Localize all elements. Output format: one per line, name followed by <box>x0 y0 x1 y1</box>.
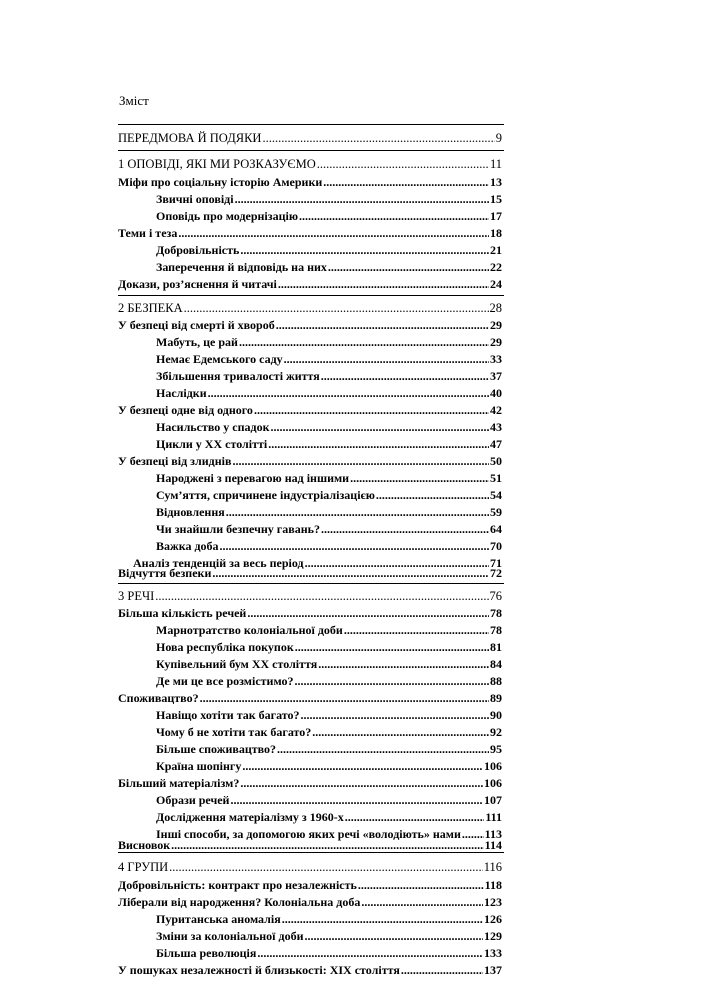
toc-entry-title: Нова республіка покупок <box>156 640 294 654</box>
toc-entry-page: 76 <box>489 589 502 603</box>
toc-section[interactable] <box>118 226 502 240</box>
toc-entry-page: 90 <box>490 708 502 722</box>
toc-entry-title: 4 ГРУПИ <box>118 860 169 874</box>
toc-entry-title: Купівельний бум ХХ століття <box>156 657 318 671</box>
toc-entry-page: 9 <box>495 131 502 145</box>
leader-dots <box>323 175 489 189</box>
toc-entry-page: 78 <box>490 623 502 637</box>
toc-subsection[interactable] <box>156 946 502 960</box>
toc-section[interactable] <box>118 895 502 909</box>
leader-dots <box>155 589 488 603</box>
toc-entry-title: Мабуть, це рай <box>156 335 238 349</box>
toc-subsection[interactable] <box>156 640 502 654</box>
leader-dots <box>169 860 483 874</box>
toc-entry-title: Пуританська аномалія <box>156 912 281 926</box>
toc-entry-title: Марнотратство колоніальної доби <box>156 623 343 637</box>
toc-subsection[interactable] <box>156 260 502 274</box>
toc-entry-page: 116 <box>483 860 502 874</box>
leader-dots <box>200 691 489 705</box>
leader-dots <box>294 674 489 688</box>
leader-dots <box>305 929 484 943</box>
leader-dots <box>278 277 489 291</box>
leader-dots <box>208 386 489 400</box>
toc-entry-title: Добровільність: контракт про незалежність <box>118 878 357 892</box>
toc-subsection[interactable] <box>156 759 502 773</box>
toc-subsection[interactable] <box>156 192 502 206</box>
toc-entry-page: 95 <box>490 742 502 756</box>
toc-entry-title: 2 БЕЗПЕКА <box>118 301 183 315</box>
leader-dots <box>276 318 489 332</box>
toc-entry-title: Зміни за колоніальної доби <box>156 929 304 943</box>
toc-entry-title: Де ми це все розмістимо? <box>156 674 294 688</box>
toc-entry-title: Інші способи, за допомогою яких речі «володіють» нами <box>156 827 461 841</box>
toc-entry-page: 21 <box>490 243 502 257</box>
toc-chapter-1[interactable] <box>118 157 502 171</box>
toc-section[interactable] <box>118 403 502 417</box>
divider <box>118 124 504 125</box>
toc-entry-page: 37 <box>490 369 502 383</box>
toc-subsection[interactable] <box>156 810 502 824</box>
toc-entry-page: 118 <box>484 878 502 892</box>
toc-subsection[interactable] <box>156 369 502 383</box>
toc-entry-title: Наслідки <box>156 386 207 400</box>
toc-chapter-4[interactable] <box>118 860 502 874</box>
toc-entry-page: 126 <box>484 912 502 926</box>
toc-entry-page: 18 <box>490 226 502 240</box>
leader-dots <box>358 878 484 892</box>
toc-section[interactable] <box>118 878 502 892</box>
toc-subsection[interactable] <box>156 420 502 434</box>
toc-entry-page: 114 <box>484 838 502 852</box>
toc-entry-page: 33 <box>490 352 502 366</box>
leader-dots <box>240 776 483 790</box>
leader-dots <box>184 301 489 315</box>
toc-entry-page: 17 <box>490 209 502 223</box>
toc-entry-page: 70 <box>490 539 502 553</box>
leader-dots <box>317 157 489 171</box>
toc-entry-page: 42 <box>490 403 502 417</box>
toc-entry-title: Оповідь про модернізацію <box>156 209 298 223</box>
leader-dots <box>401 963 483 977</box>
toc-subsection[interactable] <box>156 471 502 485</box>
leader-dots <box>230 793 483 807</box>
toc-entry-page: 22 <box>490 260 502 274</box>
toc-entry-page: 129 <box>484 929 502 943</box>
toc-entry-title: Насильство у спадок <box>156 420 270 434</box>
toc-entry-title: Висновок <box>118 838 171 852</box>
divider <box>118 852 504 853</box>
leader-dots <box>328 260 489 274</box>
toc-entry-title: Сум’яття, спричинене індустріалізацією <box>156 488 375 502</box>
toc-entry-page: 107 <box>484 793 502 807</box>
leader-dots <box>235 192 489 206</box>
toc-entry-page: 24 <box>490 277 502 291</box>
toc-entry-page: 133 <box>484 946 502 960</box>
leader-dots <box>376 488 489 502</box>
leader-dots <box>301 708 489 722</box>
toc-entry-page: 113 <box>484 827 502 841</box>
toc-entry-page: 137 <box>484 963 502 977</box>
toc-entry-page: 78 <box>490 606 502 620</box>
toc-entry-title: Народжені з перевагою над іншими <box>156 471 350 485</box>
leader-dots <box>284 352 489 366</box>
divider <box>118 150 504 151</box>
toc-entry-page: 28 <box>489 301 502 315</box>
leader-dots <box>239 335 489 349</box>
toc-entry-page: 15 <box>490 192 502 206</box>
leader-dots <box>257 946 483 960</box>
toc-entry-page: 13 <box>490 175 502 189</box>
toc-entry-title: У безпеці від злиднів <box>118 454 232 468</box>
toc-section[interactable] <box>118 691 502 705</box>
toc-entry-title: Чому б не хотіти так багато? <box>156 725 312 739</box>
toc-subsection[interactable] <box>156 243 502 257</box>
toc-section[interactable] <box>118 277 502 291</box>
toc-entry-title: 1 ОПОВІДІ, ЯКІ МИ РОЗКАЗУЄМО <box>118 157 316 171</box>
toc-subsection[interactable] <box>156 793 502 807</box>
toc-subsection[interactable] <box>156 657 502 671</box>
leader-dots <box>268 437 489 451</box>
toc-chapter-3[interactable] <box>118 589 502 603</box>
toc-subsection[interactable] <box>156 335 502 349</box>
toc-entry-page: 43 <box>490 420 502 434</box>
toc-subsection[interactable] <box>156 437 502 451</box>
toc-entry-title: 3 РЕЧІ <box>118 589 155 603</box>
toc-subsection[interactable] <box>156 929 502 943</box>
page-title: Зміст <box>119 93 149 108</box>
toc-subsection[interactable] <box>156 725 502 739</box>
toc-entry-title: Теми і теза <box>118 226 178 240</box>
leader-dots <box>282 912 483 926</box>
leader-dots <box>271 420 490 434</box>
toc-entry-page: 59 <box>490 505 502 519</box>
toc-entry-title: У безпеці одне від одного <box>118 403 253 417</box>
toc-subsection[interactable] <box>156 386 502 400</box>
toc-entry-page: 54 <box>490 488 502 502</box>
toc-section[interactable] <box>118 318 502 332</box>
leader-dots <box>299 209 489 223</box>
toc-entry-title: Відновлення <box>156 505 225 519</box>
toc-entry-title: Дослідження матеріалізму з 1960-х <box>156 810 344 824</box>
toc-entry-title: Чи знайшли безпечну гавань? <box>156 522 320 536</box>
toc-entry-page: 50 <box>490 454 502 468</box>
leader-dots <box>312 725 489 739</box>
toc-subsection[interactable] <box>156 209 502 223</box>
toc-entry-page: 106 <box>484 759 502 773</box>
toc-entry-page: 81 <box>490 640 502 654</box>
toc-section[interactable] <box>118 776 502 790</box>
toc-entry-title: Образи речей <box>156 793 230 807</box>
toc-entry-title: Навіщо хотіти так багато? <box>156 708 300 722</box>
toc-entry-page: 64 <box>490 522 502 536</box>
toc-section[interactable] <box>118 454 502 468</box>
toc-section[interactable] <box>118 566 502 580</box>
leader-dots <box>262 131 494 145</box>
toc-entry-page: 71 <box>490 556 502 570</box>
divider <box>118 295 504 296</box>
toc-entry-title: Звичні оповіді <box>156 192 234 206</box>
toc-entry-title: Споживацтво? <box>118 691 199 705</box>
toc-entry-title: Відчуття безпеки <box>118 566 212 580</box>
leader-dots <box>240 243 489 257</box>
toc-entry-page: 40 <box>490 386 502 400</box>
toc-entry-page: 84 <box>490 657 502 671</box>
leader-dots <box>361 895 483 909</box>
leader-dots <box>247 606 489 620</box>
toc-entry-title: Немає Едемського саду <box>156 352 283 366</box>
toc-entry-page: 29 <box>490 335 502 349</box>
toc-entry-title: Ліберали від народження? Колоніальна доба <box>118 895 361 909</box>
leader-dots <box>344 623 489 637</box>
toc-entry-page: 11 <box>489 157 502 171</box>
toc-entry-page: 51 <box>490 471 502 485</box>
toc-subsection[interactable] <box>156 352 502 366</box>
leader-dots <box>226 505 489 519</box>
leader-dots <box>178 226 489 240</box>
toc-entry-preface[interactable] <box>118 131 502 145</box>
toc-entry-title: ПЕРЕДМОВА Й ПОДЯКИ <box>118 131 262 145</box>
toc-entry-page: 88 <box>490 674 502 688</box>
toc-entry-title: Більша революція <box>156 946 257 960</box>
leader-dots <box>220 539 489 553</box>
divider <box>118 583 504 584</box>
toc-entry-page: 72 <box>490 566 502 580</box>
toc-entry-page: 106 <box>484 776 502 790</box>
toc-entry-page: 123 <box>484 895 502 909</box>
toc-entry-page: 29 <box>490 318 502 332</box>
toc-subsection[interactable] <box>156 742 502 756</box>
toc-entry-page: 92 <box>490 725 502 739</box>
toc-entry-title: Аналіз тенденцій за весь період <box>133 556 304 570</box>
leader-dots <box>350 471 489 485</box>
leader-dots <box>277 742 489 756</box>
toc-entry-title: Важка доба <box>156 539 219 553</box>
toc-section[interactable] <box>118 175 502 189</box>
toc-subsection[interactable] <box>156 522 502 536</box>
leader-dots <box>242 759 483 773</box>
toc-entry-title: Збільшення тривалості життя <box>156 369 320 383</box>
toc-entry-title: У безпеці від смерті й хвороб <box>118 318 275 332</box>
toc-subsection[interactable] <box>156 488 502 502</box>
toc-entry-title: Країна шопінгу <box>156 759 242 773</box>
leader-dots <box>318 657 489 671</box>
toc-entry-title: Заперечення й відповідь на них <box>156 260 327 274</box>
toc-entry-title: Більша кількість речей <box>118 606 247 620</box>
leader-dots <box>232 454 489 468</box>
toc-subsection[interactable] <box>156 912 502 926</box>
leader-dots <box>345 810 485 824</box>
toc-entry-title: Більше споживацтво? <box>156 742 277 756</box>
toc-subsection[interactable] <box>156 505 502 519</box>
toc-entry-page: 89 <box>490 691 502 705</box>
toc-entry-title: Докази, роз’яснення й читачі <box>118 277 277 291</box>
leader-dots <box>254 403 489 417</box>
toc-entry-title: Цикли у ХХ столітті <box>156 437 268 451</box>
leader-dots <box>295 640 489 654</box>
toc-section[interactable] <box>118 606 502 620</box>
toc-chapter-2[interactable] <box>118 301 502 315</box>
toc-subsection[interactable] <box>156 539 502 553</box>
toc-section[interactable] <box>118 963 502 977</box>
toc-section[interactable] <box>118 838 502 852</box>
toc-entry-title: Більший матеріалізм? <box>118 776 240 790</box>
toc-entry-title: У пошуках незалежності й близькості: ХІХ століття <box>118 963 400 977</box>
leader-dots <box>171 838 483 852</box>
toc-subsection[interactable] <box>156 674 502 688</box>
toc-entry-page: 47 <box>490 437 502 451</box>
leader-dots <box>212 566 489 580</box>
toc-entry-page: 111 <box>485 810 502 824</box>
toc-entry-title: Міфи про соціальну історію Америки <box>118 175 323 189</box>
leader-dots <box>321 522 489 536</box>
leader-dots <box>321 369 489 383</box>
toc-subsection[interactable] <box>156 708 502 722</box>
toc-subsection[interactable] <box>156 623 502 637</box>
toc-entry-title: Добровільність <box>156 243 240 257</box>
